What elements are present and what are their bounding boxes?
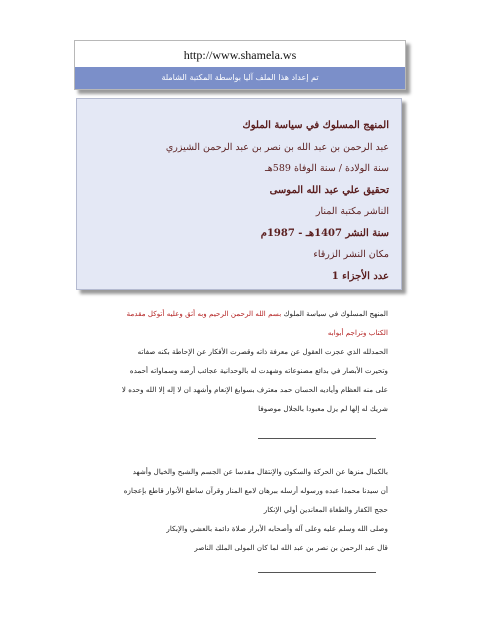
book-title: المنهج المسلوك في سياسة الملوك: [242, 120, 389, 131]
book-publish-place: مكان النشر الزرقاء: [313, 249, 389, 260]
book-title-inline: المنهج المسلوك في سياسة الملوك: [281, 309, 388, 318]
book-publisher: الناشر مكتبة المنار: [315, 206, 389, 217]
book-info-box: [76, 98, 402, 290]
text-line: بالكمال منزها عن الحركة والسكون والإنتقال مقدسا عن الجسم والشبح والخيال وأشهد: [132, 467, 388, 476]
text-line: وصلى الله وسلم عليه وعلى آله وأصحابه الأبرار صلاة دائمة بالعشي والإبكار: [166, 524, 388, 533]
book-author: عبد الرحمن بن عبد الله بن نصر بن عبد الرحمن الشيزري: [165, 141, 389, 153]
book-editor: تحقيق علي عبد الله الموسى: [269, 184, 389, 196]
intro-heading-line-2: الكتاب وتراجم أبوابه: [327, 328, 388, 337]
book-info-list: [77, 99, 401, 287]
text-line: شريك له إلها لم يزل معبودا بالجلال موصوفا: [258, 404, 388, 413]
section-divider: [258, 572, 376, 573]
basmala-text: بسم الله الرحمن الرحيم وبه أثق وعليه أتوكل مقدمة: [126, 309, 282, 318]
text-line: على منه العظام وأياديه الحسان حمد معترف بسوابغ الإنعام وأشهد ان لا إله إلا الله وحده لا: [121, 385, 388, 394]
intro-heading-line: [88, 304, 388, 323]
text-line: وتحيرت الأبصار في بدائع مصنوعاته وشهدت له بالوحدانية عجائب أرضه وسماواته أحمده: [129, 366, 388, 375]
second-paragraph: [88, 462, 388, 557]
source-url[interactable]: http://www.shamela.ws: [183, 48, 297, 62]
book-publish-year: سنة النشر 1407هـ - 1987م: [260, 227, 389, 239]
section-divider: [258, 438, 376, 439]
text-line: قال عبد الرحمن بن نصر بن عبد الله لما كان المولى الملك الناصر: [194, 543, 388, 552]
intro-paragraph: [88, 304, 388, 418]
source-url-box: [74, 40, 406, 90]
generation-note: تم إعداد هذا الملف آليا بواسطة المكتبة الشاملة: [75, 67, 405, 89]
text-line: أن سيدنا محمدا عبده ورسوله أرسله ببرهان لامع المنار وقرآن ساطع الأنوار قاطع بإعجازه: [123, 486, 388, 495]
text-line: حجج الكفار والطغاة المعاندين أولي الإنكار: [263, 505, 388, 514]
text-line: الحمدلله الذي عجزت العقول عن معرفة ذاته وقصرت الأفكار عن الإحاطة بكنه صفاته: [137, 347, 388, 356]
book-death-year: سنة الولادة / سنة الوفاة 589هـ: [265, 163, 389, 174]
book-volume-count: عدد الأجزاء 1: [331, 270, 389, 282]
